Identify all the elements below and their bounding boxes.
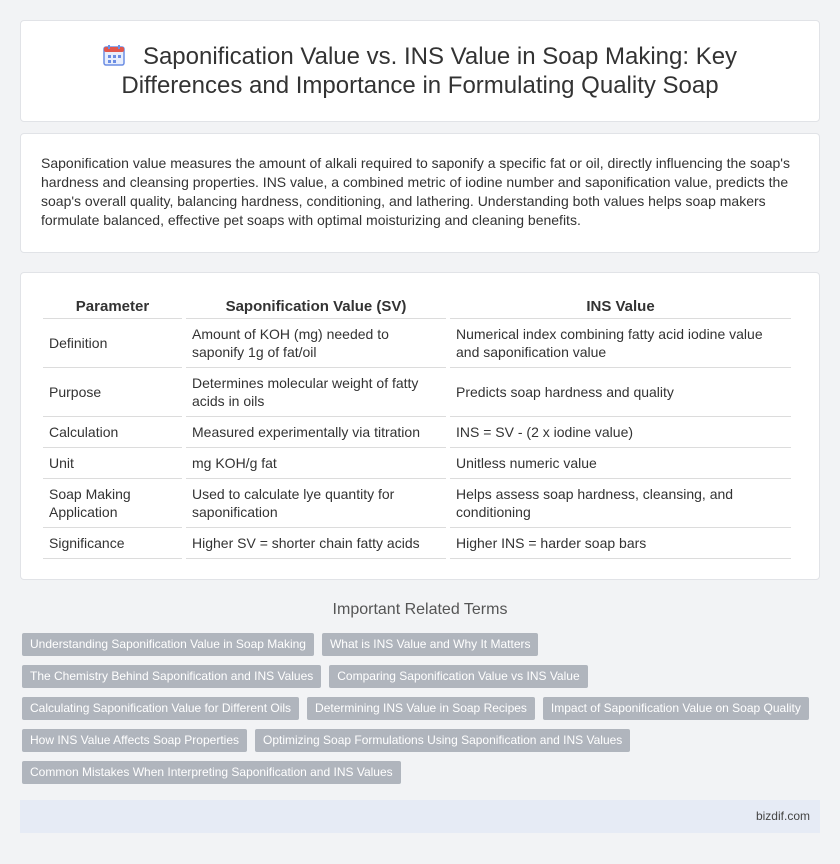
related-term-link[interactable]: Common Mistakes When Interpreting Saponification and INS Values [22, 761, 401, 784]
table-header: INS Value [450, 295, 791, 319]
table-cell: Unitless numeric value [450, 448, 791, 479]
related-term-link[interactable]: Understanding Saponification Value in Soap Making [22, 633, 314, 656]
table-cell: Higher SV = shorter chain fatty acids [186, 528, 446, 559]
table-cell: Determines molecular weight of fatty acids in oils [186, 368, 446, 417]
calendar-icon [103, 44, 125, 66]
comparison-table-card [20, 272, 820, 580]
table-cell: mg KOH/g fat [186, 448, 446, 479]
table-cell: INS = SV - (2 x iodine value) [450, 417, 791, 448]
table-cell: Soap Making Application [43, 479, 182, 528]
title-card [20, 20, 820, 122]
table-row [43, 319, 791, 368]
table-cell: Measured experimentally via titration [186, 417, 446, 448]
related-terms-heading: Important Related Terms [332, 601, 508, 618]
table-row [43, 448, 791, 479]
table-row [43, 479, 791, 528]
table-cell: Used to calculate lye quantity for saponification [186, 479, 446, 528]
table-cell: Higher INS = harder soap bars [450, 528, 791, 559]
table-header: Parameter [43, 295, 182, 319]
table-cell: Calculation [43, 417, 182, 448]
comparison-table [39, 295, 795, 559]
table-row [43, 417, 791, 448]
related-term-link[interactable]: Optimizing Soap Formulations Using Saponification and INS Values [255, 729, 630, 752]
table-header-row [43, 295, 791, 319]
intro-paragraph: Saponification value measures the amount of alkali required to saponify a specific fat or oil, directly influencing the soap's hardness and cleansing properties. INS value, a combined metric of iodine number and saponification value, predicts the soap's overall quality, balancing hardness, conditioning, and lathering. Understanding both values helps soap makers formulate balanced, effective pet soaps with optimal moisturizing and cleaning benefits. [41, 155, 790, 228]
intro-card [20, 133, 820, 253]
table-cell: Significance [43, 528, 182, 559]
related-term-link[interactable]: What is INS Value and Why It Matters [322, 633, 539, 656]
table-cell: Predicts soap hardness and quality [450, 368, 791, 417]
related-term-link[interactable]: The Chemistry Behind Saponification and INS Values [22, 665, 321, 688]
table-row [43, 368, 791, 417]
table-cell: Purpose [43, 368, 182, 417]
table-cell: Numerical index combining fatty acid iodine value and saponification value [450, 319, 791, 368]
related-term-link[interactable]: Calculating Saponification Value for Different Oils [22, 697, 299, 720]
table-cell: Amount of KOH (mg) needed to saponify 1g of fat/oil [186, 319, 446, 368]
related-term-link[interactable]: Determining INS Value in Soap Recipes [307, 697, 535, 720]
page-title [70, 42, 770, 100]
table-cell: Definition [43, 319, 182, 368]
table-header: Saponification Value (SV) [186, 295, 446, 319]
related-term-link[interactable]: Comparing Saponification Value vs INS Value [329, 665, 587, 688]
footer [20, 800, 820, 833]
related-terms-list [22, 633, 822, 793]
table-cell: Helps assess soap hardness, cleansing, and conditioning [450, 479, 791, 528]
page-title-text: Saponification Value vs. INS Value in Soap Making: Key Differences and Importance in Formulating Quality Soap [121, 43, 738, 99]
related-term-link[interactable]: How INS Value Affects Soap Properties [22, 729, 247, 752]
table-cell: Unit [43, 448, 182, 479]
table-row [43, 528, 791, 559]
footer-brand-link[interactable]: bizdif.com [755, 809, 810, 823]
related-term-link[interactable]: Impact of Saponification Value on Soap Quality [543, 697, 809, 720]
